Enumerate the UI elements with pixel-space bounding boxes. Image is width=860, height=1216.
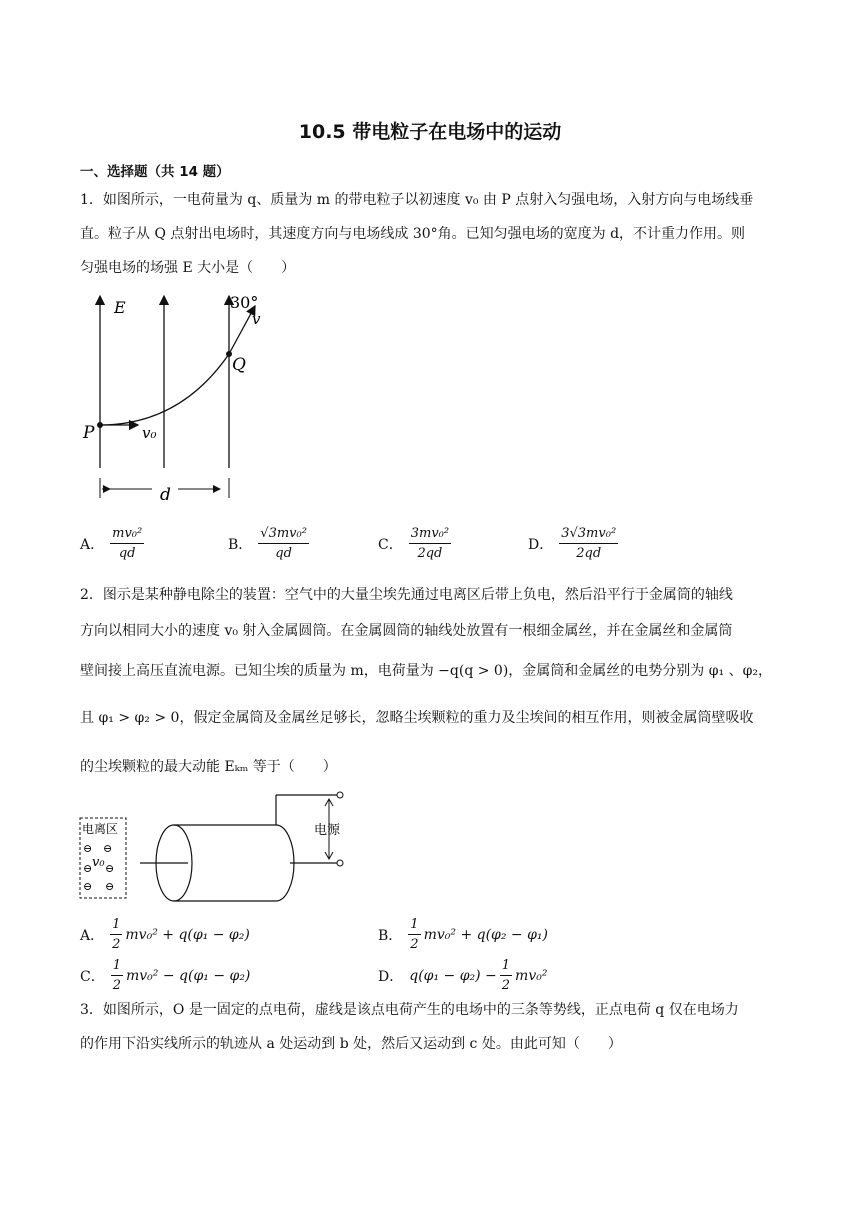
point-p [97, 422, 103, 428]
page-title: 10.5 带电粒子在电场中的运动 [298, 121, 562, 143]
q1-figure [80, 288, 280, 508]
q2-option-a[interactable]: A． $\frac{1}{2}$ mv₀² + q(φ₁ − φ₂) [80, 917, 250, 952]
q3-line-1: 3．如图所示，O 是一固定的点电荷，虚线是该点电荷产生的电场中的三条等势线，正点电荷 q 仅在电场力 [80, 1002, 739, 1018]
q1-line-2: 直。粒子从 Q 点射出电场时，其速度方向与电场线成 30°角。已知匀强电场的宽度为 d，不计重力作用。则 [80, 226, 746, 242]
q1-option-c[interactable]: C． $\frac{\text{3mv₀²}}{2qd}$ [378, 526, 450, 561]
label-e: E [114, 298, 126, 317]
label-angle: 30° [230, 293, 259, 312]
q2-line-3: 壁间接上高压直流电源。已知尘埃的质量为 m，电荷量为 −q(q > 0)，金属筒和金属丝的电势分别为 φ₁ 、φ₂， [80, 663, 773, 679]
q1-line-3: 匀强电场的场强 E 大小是（ ） [80, 260, 296, 276]
svg-text:⊖: ⊖ [83, 880, 93, 893]
q2-figure [78, 790, 368, 910]
svg-text:⊖: ⊖ [83, 842, 93, 855]
svg-text:⊖: ⊖ [103, 842, 113, 855]
q2-option-b[interactable]: B． $\frac{1}{2}$ mv₀² + q(φ₂ − φ₁) [378, 917, 548, 952]
label-v: v [252, 310, 261, 328]
q1-line-1: 1．如图所示，一电荷量为 q、质量为 m 的带电粒子以初速度 v₀ 由 P 点射入匀强电场，入射方向与电场线垂 [80, 192, 754, 208]
q3-line-2: 的作用下沿实线所示的轨迹从 a 处运动到 b 处，然后又运动到 c 处。由此可知（ ） [80, 1036, 622, 1052]
label-p: P [83, 423, 95, 443]
label-zone: 电离区 [82, 822, 119, 836]
label-d: d [160, 485, 171, 505]
q2-option-c[interactable]: C． $\frac{1}{2}$ mv₀² − q(φ₁ − φ₂) [80, 958, 251, 993]
q1-option-b[interactable]: B． $\frac{\text{√3mv₀²}}{qd}$ [228, 526, 307, 561]
label-v0-2: v₀ [92, 855, 105, 870]
q1-option-a[interactable]: A． $\frac{\text{mv₀²}}{qd}$ [80, 526, 143, 561]
label-v0: v₀ [142, 424, 157, 442]
q2-line-1: 2．图示是某种静电除尘的装置：空气中的大量尘埃先通过电离区后带上负电，然后沿平行于金属筒的轴线 [80, 587, 733, 603]
label-power: 电源 [314, 823, 341, 838]
q2-line-4: 且 φ₁ > φ₂ > 0，假定金属筒及金属丝足够长，忽略尘埃颗粒的重力及尘埃间的相互作用，则被金属筒壁吸收 [80, 710, 754, 726]
svg-text:⊖: ⊖ [105, 862, 115, 875]
q2-line-2: 方向以相同大小的速度 v₀ 射入金属圆筒。在金属圆筒的轴线处放置有一根细金属丝，并在金属丝和金属筒 [80, 623, 733, 639]
svg-text:⊖: ⊖ [105, 880, 115, 893]
section-heading: 一、选择题（共 14 题） [80, 164, 230, 180]
q2-line-5: 的尘埃颗粒的最大动能 Eₖₘ 等于（ ） [80, 759, 337, 775]
svg-text:⊖: ⊖ [83, 862, 93, 875]
q1-option-d[interactable]: D． $\frac{\text{3√3mv₀²}}{2qd}$ [528, 526, 617, 561]
q2-option-d[interactable]: D． q(φ₁ − φ₂) − $\frac{1}{2}$ mv₀² [378, 958, 548, 993]
label-q: Q [232, 355, 246, 375]
